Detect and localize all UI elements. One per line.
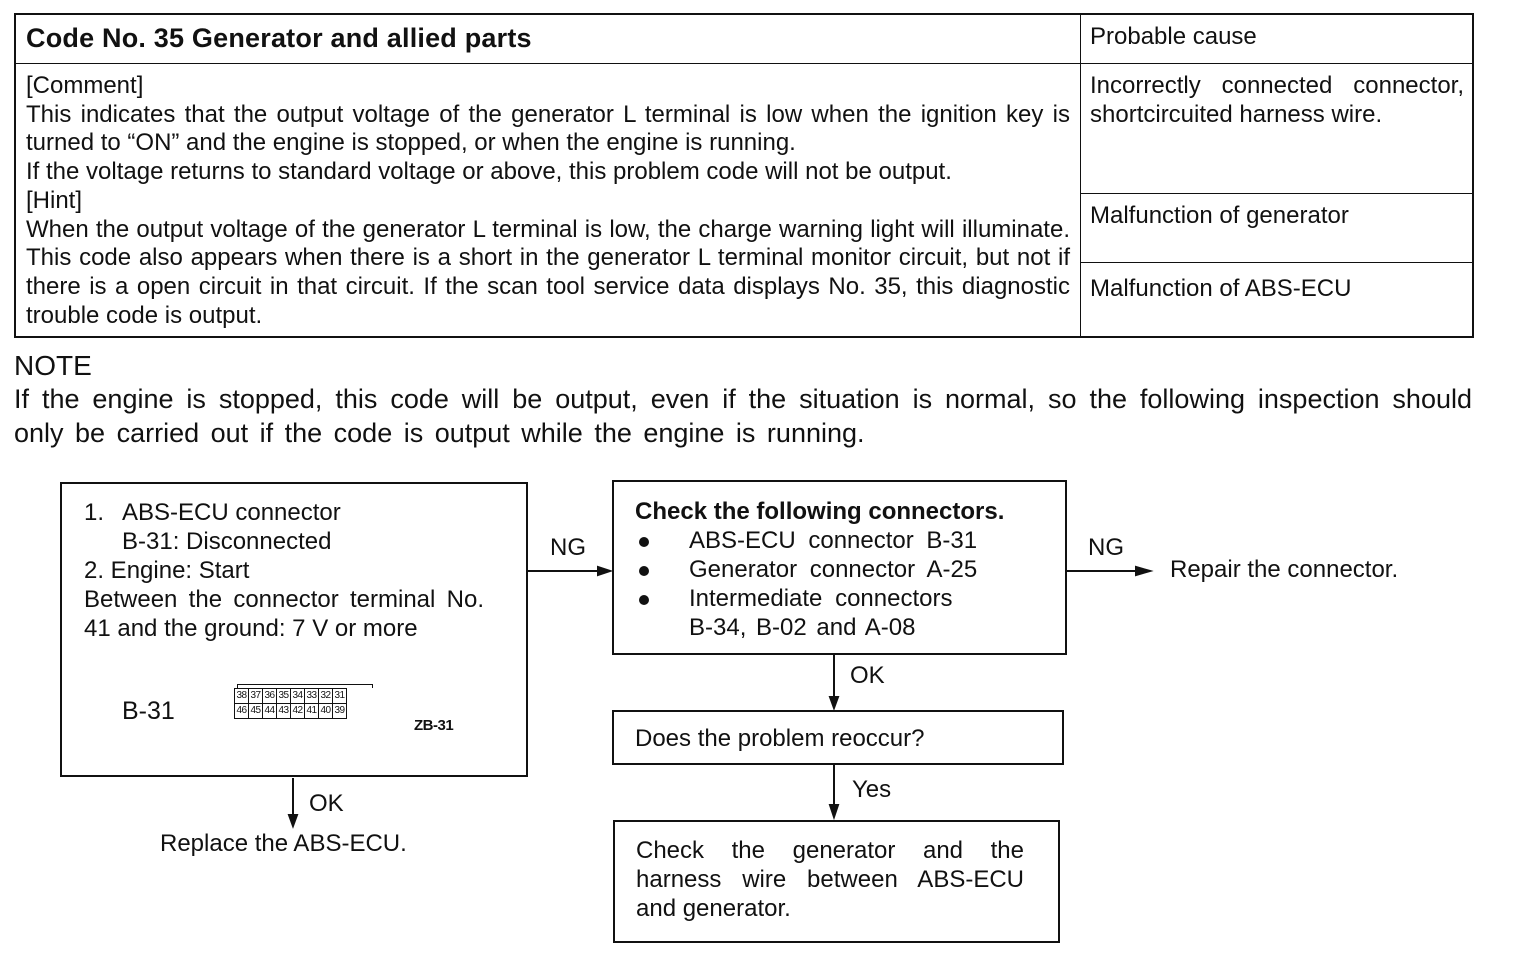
generator-check-text: Check the generator and the harness wire between ABS-ECU and generator. bbox=[636, 837, 1024, 922]
connector-item-line-2: B-34, B-02 and A-08 bbox=[689, 614, 916, 641]
connector-pin: 35 bbox=[277, 689, 291, 704]
comment-line-2: If the voltage returns to standard voltage or above, this problem code will not be output. bbox=[26, 158, 952, 186]
connector-pin: 36 bbox=[263, 689, 277, 704]
step-2: 2. Engine: Start bbox=[84, 557, 250, 584]
arrowhead-ok-1 bbox=[289, 815, 297, 826]
bullet-icon bbox=[639, 566, 649, 576]
bullet-icon bbox=[639, 537, 649, 547]
connector-pin: 45 bbox=[249, 704, 263, 719]
inspection-box bbox=[60, 482, 528, 777]
bullet-icon bbox=[639, 595, 649, 605]
step-1 bbox=[84, 498, 504, 556]
connector-pin: 31 bbox=[333, 689, 347, 704]
probable-cause-header: Probable cause bbox=[1090, 23, 1257, 50]
connector-check-heading: Check the following connectors. bbox=[635, 498, 1005, 525]
result-replace-abs-ecu: Replace the ABS-ECU. bbox=[160, 830, 407, 857]
hint-text: When the output voltage of the generator L terminal is low, the charge warning light will illuminate. This code also appears when there is a short in the generator L terminal monitor circuit, but not if there is a open circuit in that circuit. If the scan tool service data displays No. 35, this diagnostic trouble code is output. bbox=[26, 215, 1070, 329]
connector-pin-table bbox=[234, 688, 347, 719]
connector-pin: 39 bbox=[333, 704, 347, 719]
connector-item bbox=[635, 526, 1065, 555]
code-title: Code No. 35 Generator and allied parts bbox=[26, 23, 532, 53]
connector-item bbox=[635, 555, 1065, 584]
connector-pin: 34 bbox=[291, 689, 305, 704]
step-1-line-a: ABS-ECU connector bbox=[122, 499, 341, 526]
connector-label: B-31 bbox=[122, 697, 175, 725]
connector-list bbox=[635, 526, 1065, 642]
comment-label: [Comment] bbox=[26, 72, 144, 99]
note-text: If the engine is stopped, this code will be output, even if the situation is normal, so the following inspection should only be carried out if the code is output while the engine is running. bbox=[14, 384, 1472, 448]
hint-label: [Hint] bbox=[26, 186, 83, 214]
connector-pin: 38 bbox=[235, 689, 249, 704]
arrowhead-ng-2 bbox=[1136, 567, 1150, 575]
connector-pin: 40 bbox=[319, 704, 333, 719]
step-1-number: 1. bbox=[84, 499, 105, 526]
connector-item bbox=[635, 584, 1065, 642]
measurement-condition: Between the connector terminal No. 41 and the ground: 7 V or more bbox=[84, 586, 484, 642]
note-heading: NOTE bbox=[14, 350, 92, 381]
connector-check-content bbox=[635, 497, 1065, 642]
step-1-line-b: B-31: Disconnected bbox=[122, 528, 332, 555]
label-ok-2: OK bbox=[850, 662, 885, 689]
connector-diagram bbox=[234, 684, 373, 719]
connector-pin-row bbox=[235, 704, 347, 719]
result-repair-connector: Repair the connector. bbox=[1170, 556, 1399, 583]
connector-pin: 43 bbox=[277, 704, 291, 719]
connector-pin: 44 bbox=[263, 704, 277, 719]
reoccur-question-box bbox=[612, 710, 1064, 765]
cause-connector: Incorrectly connected connector, shortcircuited harness wire. bbox=[1090, 72, 1464, 128]
connector-check-box bbox=[612, 480, 1067, 655]
cause-generator: Malfunction of generator bbox=[1090, 202, 1349, 229]
connector-pin-row bbox=[235, 689, 347, 704]
connector-pin: 46 bbox=[235, 704, 249, 719]
connector-pin: 37 bbox=[249, 689, 263, 704]
cause-abs-ecu: Malfunction of ABS-ECU bbox=[1090, 275, 1352, 302]
label-ng-1: NG bbox=[550, 534, 586, 561]
generator-check-box bbox=[613, 820, 1060, 943]
label-ng-2: NG bbox=[1088, 534, 1124, 561]
arrowhead-yes bbox=[830, 805, 838, 817]
inspection-steps bbox=[84, 498, 504, 643]
connector-item-label: ABS-ECU connector B-31 bbox=[689, 527, 978, 554]
connector-item-label: Generator connector A-25 bbox=[689, 556, 978, 583]
connector-pin: 32 bbox=[319, 689, 333, 704]
label-ok-1: OK bbox=[309, 790, 344, 817]
connector-pin: 41 bbox=[305, 704, 319, 719]
arrowhead-ng-1 bbox=[598, 567, 610, 575]
connector-pin: 42 bbox=[291, 704, 305, 719]
comment-line-1: This indicates that the output voltage of the generator L terminal is low when the ignition key is turned to “ON” and the engine is stopped, or when the engine is running. bbox=[26, 100, 1070, 157]
label-yes: Yes bbox=[852, 776, 892, 803]
connector-pin: 33 bbox=[305, 689, 319, 704]
reoccur-question-text: Does the problem reoccur? bbox=[635, 725, 925, 752]
arrowhead-ok-2 bbox=[830, 697, 838, 708]
connector-code: ZB-31 bbox=[414, 717, 454, 734]
connector-item-label: Intermediate connectors bbox=[689, 585, 953, 612]
